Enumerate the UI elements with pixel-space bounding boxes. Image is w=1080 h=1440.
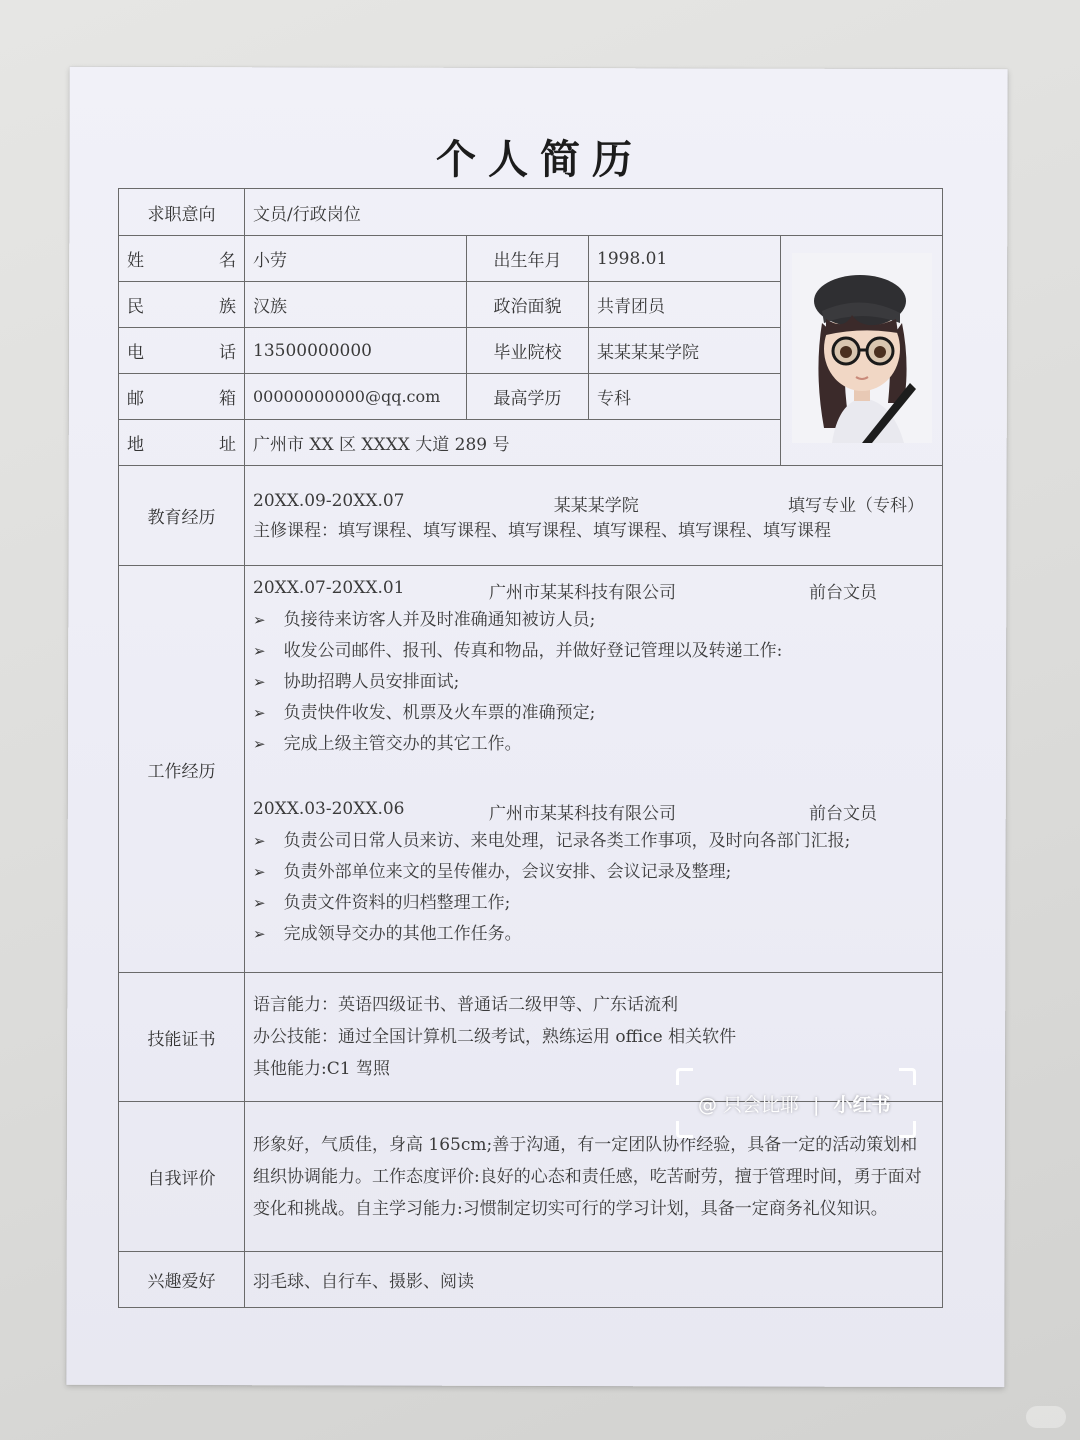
watermark-text — [698, 1090, 890, 1117]
photo-cell — [781, 236, 943, 466]
duty-item: ➢ 负责快件收发、机票及火车票的准确预定; — [253, 702, 934, 724]
job-position: 前台文员 — [809, 804, 877, 824]
duty-item: ➢ 完成领导交办的其他工作任务。 — [253, 923, 934, 945]
row-education — [119, 466, 943, 566]
label-degree: 最高学历 — [467, 374, 589, 420]
education-school: 某某某学院 — [553, 495, 639, 516]
watermark-user: @ 只会比耶 — [698, 1094, 800, 1116]
value-political: 共青团员 — [589, 282, 781, 328]
label-work: 工作经历 — [119, 566, 245, 973]
job-period: 20XX.07-20XX.01 — [253, 578, 405, 598]
label-ethnicity: 民族 — [119, 282, 245, 328]
row-objective — [119, 189, 943, 236]
value-address: 广州市 XX 区 XXXX 大道 289 号 — [245, 420, 781, 466]
row-hobbies — [119, 1252, 943, 1308]
skill-line: 办公技能：通过全国计算机二级考试，熟练运用 office 相关软件 — [253, 1027, 737, 1047]
job-entry — [253, 787, 934, 945]
skill-line: 语言能力：英语四级证书、普通话二级甲等、广东话流利 — [253, 995, 678, 1015]
self-eval-text: 形象好，气质佳，身高 165cm;善于沟通，有一定团队协作经验，具备一定的活动策划和组织协调能力。工作态度评价:良好的心态和责任感，吃苦耐劳，擅于管理时间，勇于面对变化和挑战。自主学习能力:习惯制定切实可行的学习计划，具备一定商务礼仪知识。 — [245, 1102, 943, 1252]
label-hobbies: 兴趣爱好 — [119, 1252, 245, 1308]
resume-table — [118, 188, 943, 1308]
value-hobbies: 羽毛球、自行车、摄影、阅读 — [245, 1252, 943, 1308]
duty-item: ➢ 收发公司邮件、报刊、传真和物品，并做好登记管理以及转递工作: — [253, 640, 934, 662]
row-name — [119, 236, 943, 282]
value-school: 某某某某学院 — [589, 328, 781, 374]
value-objective: 文员/行政岗位 — [245, 189, 943, 236]
education-courses: 主修课程：填写课程、填写课程、填写课程、填写课程、填写课程、填写课程 — [253, 520, 831, 541]
job-period: 20XX.03-20XX.06 — [253, 799, 405, 819]
job-header — [253, 799, 934, 824]
job-company: 广州市某某科技有限公司 — [489, 804, 676, 824]
education-line — [253, 491, 934, 516]
duty-item: ➢ 完成上级主管交办的其它工作。 — [253, 733, 934, 755]
duty-item: ➢ 负接待来访客人并及时准确通知被访人员; — [253, 609, 934, 631]
education-major: 填写专业（专科） — [788, 495, 925, 516]
label-education: 教育经历 — [119, 466, 245, 566]
watermark-corner — [676, 1068, 693, 1085]
label-email: 邮箱 — [119, 374, 245, 420]
label-skills: 技能证书 — [119, 973, 245, 1102]
job-duties — [253, 830, 934, 945]
watermark — [676, 1068, 916, 1138]
label-self-eval: 自我评价 — [119, 1102, 245, 1252]
value-degree: 专科 — [589, 374, 781, 420]
job-entry — [253, 566, 934, 755]
label-objective: 求职意向 — [119, 189, 245, 236]
education-content — [245, 466, 943, 566]
watermark-separator: | — [813, 1094, 820, 1116]
value-birth: 1998.01 — [589, 236, 781, 282]
duty-item: ➢ 负责公司日常人员来访、来电处理，记录各类工作事项，及时向各部门汇报; — [253, 830, 934, 852]
value-ethnicity: 汉族 — [245, 282, 467, 328]
watermark-corner — [676, 1121, 693, 1138]
watermark-corner — [899, 1121, 916, 1138]
work-content — [245, 566, 943, 973]
label-name: 姓名 — [119, 236, 245, 282]
value-name: 小劳 — [245, 236, 467, 282]
duty-item: ➢ 负责文件资料的归档整理工作; — [253, 892, 934, 914]
avatar-photo — [792, 253, 932, 443]
value-phone: 13500000000 — [245, 328, 467, 374]
corner-badge — [1026, 1406, 1066, 1428]
watermark-brand: 小红书 — [833, 1094, 891, 1116]
row-work — [119, 566, 943, 973]
value-email: 00000000000@qq.com — [245, 374, 467, 420]
duty-item: ➢ 负责外部单位来文的呈传催办，会议安排、会议记录及整理; — [253, 861, 934, 883]
label-address: 地址 — [119, 420, 245, 466]
duty-item: ➢ 协助招聘人员安排面试; — [253, 671, 934, 693]
label-phone: 电话 — [119, 328, 245, 374]
job-duties — [253, 609, 934, 755]
skill-line: 其他能力:C1 驾照 — [253, 1059, 390, 1079]
job-header — [253, 578, 934, 603]
label-school: 毕业院校 — [467, 328, 589, 374]
watermark-corner — [899, 1068, 916, 1085]
resume-title: 个人简历 — [436, 136, 644, 183]
job-position: 前台文员 — [809, 583, 877, 603]
label-birth: 出生年月 — [467, 236, 589, 282]
job-company: 广州市某某科技有限公司 — [489, 583, 676, 603]
education-period: 20XX.09-20XX.07 — [253, 490, 405, 511]
label-political: 政治面貌 — [467, 282, 589, 328]
